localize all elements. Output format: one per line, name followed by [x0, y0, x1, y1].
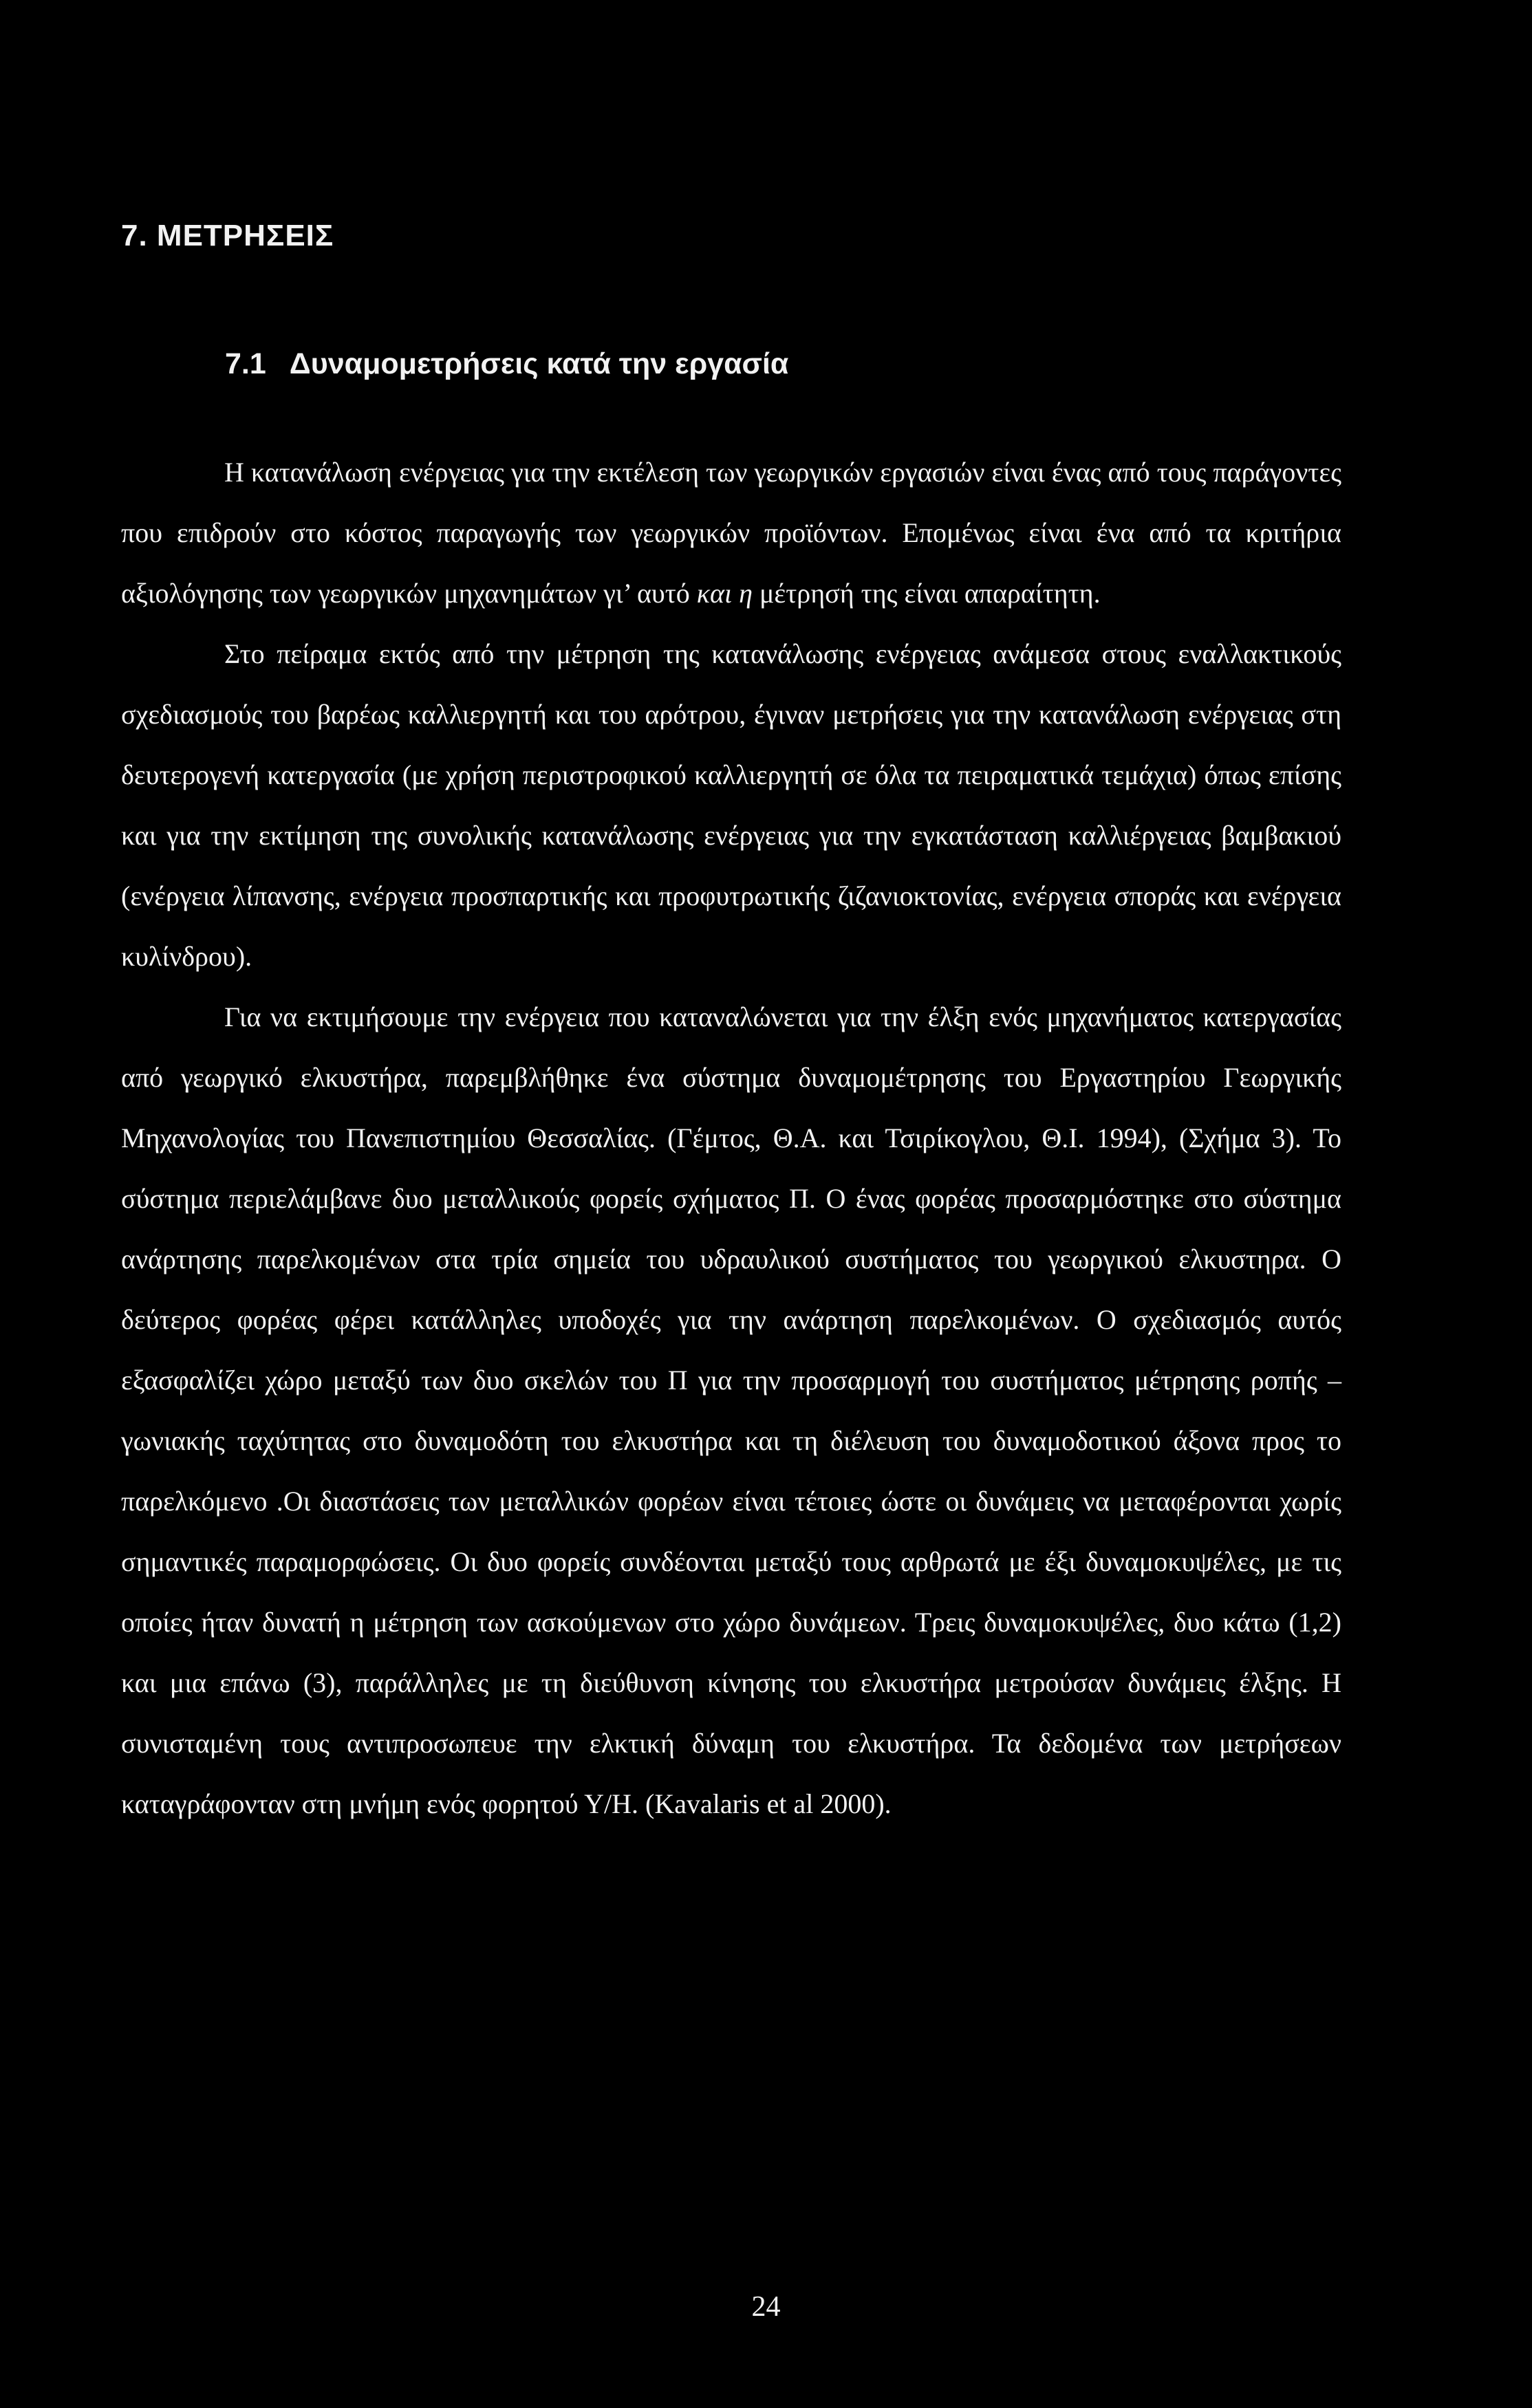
section-number: 7.1 [225, 347, 266, 380]
chapter-title: 7. ΜΕΤΡΗΣΕΙΣ [121, 219, 334, 252]
paragraph-1-end: μέτρησή της είναι απαραίτητη. [752, 578, 1101, 609]
paragraph-2: Στο πείραμα εκτός από την μέτρηση της κατανάλωσης ενέργειας ανάμεσα στους εναλλακτικούς σχεδιασμούς του βαρέως καλλιεργητή και του αρότρου, έγιναν μετρήσεις για την κατανάλωση ενέργειας στη δευτερογενή κατεργασία (με χρήση περιστροφικού καλλιεργητή σε όλα τα πειραματικά τεμάχια) όπως επίσης και για την εκτίμηση της συνολικής κατανάλωσης ενέργειας για την εγκατάσταση καλλιέργειας βαμβακιού (ενέργεια λίπανσης, ενέργεια προσπαρτικής και προφυτρωτικής ζιζανιοκτονίας, ενέργεια σποράς και ενέργεια κυλίνδρου). [121, 638, 1341, 972]
paragraph-1-start: Η κατανάλωση ενέργειας για την εκτέλεση των γεωργικών εργασιών είναι ένας από τους παράγοντες που επιδρούν στο κόστος παραγωγής των γεωργικών προϊόντων. Επομένως είναι ένα από τα κριτήρια αξιολόγησης των γεωργικών μηχανημάτων γι’ αυτό [121, 457, 1341, 609]
section-title: Δυναμομετρήσεις κατά την εργασία [289, 347, 789, 380]
section-heading [225, 347, 788, 381]
paragraph-1 [121, 442, 1341, 624]
paragraph-1-italic: και η [696, 578, 753, 609]
body-text [121, 442, 1341, 1834]
page-number: 24 [751, 2291, 781, 2323]
paragraph-3: Για να εκτιμήσουμε την ενέργεια που καταναλώνεται για την έλξη ενός μηχανήματος κατεργασίας από γεωργικό ελκυστήρα, παρεμβλήθηκε ένα σύστημα δυναμομέτρησης του Εργαστηρίου Γεωργικής Μηχανολογίας του Πανεπιστημίου Θεσσαλίας. (Γέμτος, Θ.Α. και Τσιρίκογλου, Θ.Ι. 1994), (Σχήμα 3). Το σύστημα περιελάμβανε δυο μεταλλικούς φορείς σχήματος Π. Ο ένας φορέας προσαρμόστηκε στο σύστημα ανάρτησης παρελκομένων στα τρία σημεία του υδραυλικού συστήματος του γεωργικού ελκυστηρα. Ο δεύτερος φορέας φέρει κατάλληλες υποδοχές για την ανάρτηση παρελκομένων. Ο σχεδιασμός αυτός εξασφαλίζει χώρο μεταξύ των δυο σκελών του Π για την προσαρμογή του συστήματος μέτρησης ροπής – γωνιακής ταχύτητας στο δυναμοδότη του ελκυστήρα και τη διέλευση του δυναμοδοτικού άξονα προς το παρελκόμενο .Οι διαστάσεις των μεταλλικών φορέων είναι τέτοιες ώστε οι δυνάμεις να μεταφέρονται χωρίς σημαντικές παραμορφώσεις. Οι δυο φορείς συνδέονται μεταξύ τους αρθρωτά με έξι δυναμοκυψέλες, με τις οποίες ήταν δυνατή η μέτρηση των ασκούμενων στο χώρο δυνάμεων. Τρεις δυναμοκυψέλες, δυο κάτω (1,2) και μια επάνω (3), παράλληλες με τη διεύθυνση κίνησης του ελκυστήρα μετρούσαν δυνάμεις έλξης. Η συνισταμένη τους αντιπροσωπευε την ελκτική δύναμη του ελκυστήρα. Τα δεδομένα των μετρήσεων καταγράφονταν στη μνήμη ενός φορητού Υ/Η. (Kavalaris et al 2000). [121, 1001, 1341, 1819]
